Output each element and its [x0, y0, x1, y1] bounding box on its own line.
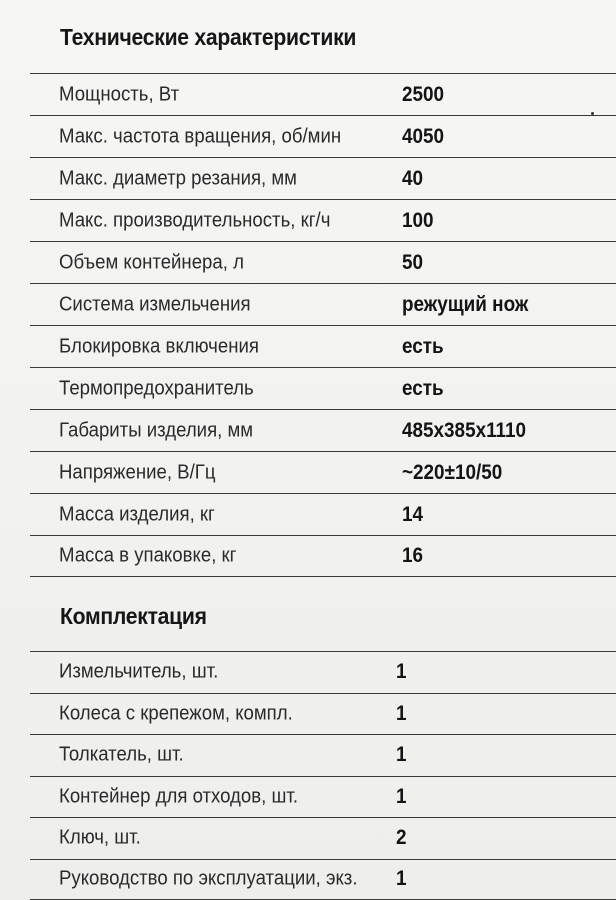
row-value: режущий нож [402, 292, 529, 316]
row-value: есть [402, 376, 444, 400]
row-label: Масса изделия, кг [59, 503, 215, 525]
table-row [30, 493, 616, 535]
specs-table [30, 73, 616, 577]
row-label: Колеса с крепежом, компл. [59, 702, 293, 725]
table-row [30, 409, 616, 451]
table-row [30, 651, 616, 693]
row-label: Контейнер для отходов, шт. [59, 785, 299, 808]
table-row [30, 817, 616, 859]
row-value: 100 [402, 208, 434, 232]
row-value: 1 [396, 867, 407, 891]
row-label: Измельчитель, шт. [59, 660, 219, 683]
row-value: 4050 [402, 124, 445, 148]
decorative-dot [591, 112, 594, 115]
row-value: 14 [402, 502, 424, 526]
table-row [30, 325, 616, 367]
row-label: Ключ, шт. [59, 826, 141, 849]
row-label: Система измельчения [59, 293, 251, 315]
table-row [30, 776, 616, 818]
row-value: 16 [402, 544, 424, 567]
table-row [30, 693, 616, 735]
row-label: Термопредохранитель [59, 377, 254, 399]
row-value: 2500 [402, 82, 445, 106]
table-row [30, 451, 616, 493]
row-value: 1 [396, 743, 407, 767]
row-value: 1 [396, 660, 407, 684]
table-row [30, 115, 616, 157]
table-row [30, 241, 616, 283]
row-value: есть [402, 334, 444, 358]
table-row [30, 157, 616, 199]
row-label: Объем контейнера, л [59, 251, 244, 273]
specs-title: Технические характеристики [60, 24, 357, 50]
table-row [30, 734, 616, 776]
row-value: 50 [402, 250, 424, 274]
kit-title: Комплектация [60, 603, 207, 629]
table-row [30, 73, 616, 115]
row-label: Габариты изделия, мм [59, 419, 254, 441]
row-value: 40 [402, 166, 424, 190]
table-row [30, 367, 616, 409]
row-label: Руководство по эксплуатации, экз. [59, 867, 358, 890]
table-row [30, 535, 616, 577]
row-value: 485x385x1110 [402, 418, 527, 442]
row-value: ~220±10/50 [402, 460, 503, 484]
row-label: Макс. диаметр резания, мм [59, 167, 297, 189]
row-label: Масса в упаковке, кг [59, 544, 237, 567]
table-row [30, 859, 616, 900]
row-label: Мощность, Вт [59, 83, 180, 105]
row-value: 2 [396, 826, 407, 850]
row-label: Макс. частота вращения, об/мин [59, 125, 342, 147]
table-row [30, 199, 616, 241]
table-row [30, 283, 616, 325]
kit-table [30, 651, 616, 900]
row-value: 1 [396, 784, 407, 808]
row-label: Макс. производительность, кг/ч [59, 209, 331, 231]
row-label: Толкатель, шт. [59, 743, 184, 766]
row-label: Блокировка включения [59, 335, 259, 357]
row-value: 1 [396, 701, 407, 725]
row-label: Напряжение, В/Гц [59, 461, 216, 483]
